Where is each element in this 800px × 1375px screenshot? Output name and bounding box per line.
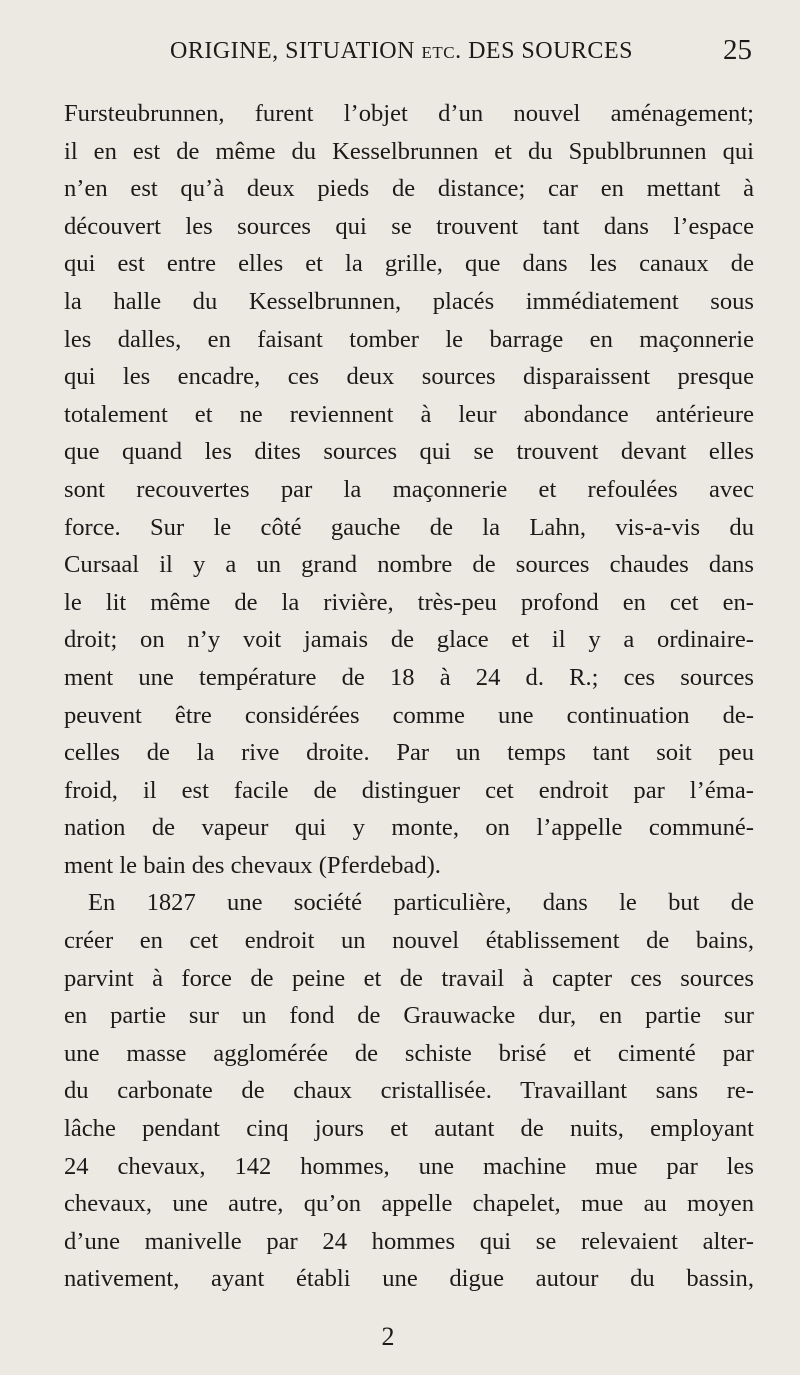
text-line: n’en est qu’à deux pieds de distance; car en mettant à <box>64 175 754 203</box>
text-line: celles de la rive droite. Par un temps tant soit peu <box>64 739 754 767</box>
text-line: sont recouvertes par la maçonnerie et refoulées avec <box>64 475 754 503</box>
text-line: en partie sur un fond de Grauwacke dur, en partie sur <box>64 1002 754 1030</box>
text-line: nation de vapeur qui y monte, on l’appelle communé- <box>64 814 754 842</box>
text-line: d’une manivelle par 24 hommes qui se relevaient alter- <box>64 1227 754 1255</box>
paragraph-2 <box>64 884 754 1298</box>
text-line: du carbonate de chaux cristallisée. Travaillant sans re- <box>64 1077 754 1105</box>
running-head: ORIGINE, SITUATION etc. DES SOURCES <box>170 38 633 64</box>
text-line: qui est entre elles et la grille, que dans les canaux de <box>64 250 754 278</box>
text-line: peuvent être considérées comme une continuation de- <box>64 701 754 729</box>
signature-mark-text: 2 <box>381 1322 395 1351</box>
text-line: lâche pendant cinq jours et autant de nuits, employant <box>64 1115 754 1143</box>
text-line: parvint à force de peine et de travail à capter ces sources <box>64 964 754 992</box>
text-line: force. Sur le côté gauche de la Lahn, vis-a-vis du <box>64 513 754 541</box>
text-line: ment le bain des chevaux (Pferdebad). <box>64 851 441 879</box>
text-line: que quand les dites sources qui se trouvent devant elles <box>64 438 754 466</box>
text-line: nativement, ayant établi une digue autour du bassin, <box>64 1265 754 1293</box>
text-line: la halle du Kesselbrunnen, placés immédiatement sous <box>64 287 754 315</box>
text-line: le lit même de la rivière, très-peu profond en cet en- <box>64 588 754 616</box>
text-line: froid, il est facile de distinguer cet endroit par l’éma- <box>64 776 754 804</box>
text-line: 24 chevaux, 142 hommes, une machine mue par les <box>64 1152 754 1180</box>
text-line: totalement et ne reviennent à leur abondance antérieure <box>64 400 754 428</box>
text-line: découvert les sources qui se trouvent tant dans l’espace <box>64 212 754 240</box>
text-line: En 1827 une société particulière, dans le but de <box>88 889 754 917</box>
paragraph-1 <box>64 95 754 884</box>
text-line: Fursteubrunnen, furent l’objet d’un nouvel aménagement; <box>64 100 754 127</box>
page-header <box>170 34 752 78</box>
text-line: une masse agglomérée de schiste brisé et cimenté par <box>64 1039 754 1067</box>
text-line: les dalles, en faisant tomber le barrage en maçonnerie <box>64 325 754 353</box>
text-line: Cursaal il y a un grand nombre de sources chaudes dans <box>64 551 754 579</box>
text-line: droit; on n’y voit jamais de glace et il y a ordinaire- <box>64 626 754 654</box>
text-line: ment une température de 18 à 24 d. R.; ces sources <box>64 663 754 691</box>
text-line: chevaux, une autre, qu’on appelle chapelet, mue au moyen <box>64 1190 754 1218</box>
text-line: il en est de même du Kesselbrunnen et du Spublbrunnen qui <box>64 137 754 165</box>
page-number: 25 <box>723 34 752 66</box>
text-line: créer en cet endroit un nouvel établissement de bains, <box>64 927 754 955</box>
body-text <box>64 95 754 1298</box>
signature-mark <box>0 1322 800 1352</box>
text-line: qui les encadre, ces deux sources disparaissent presque <box>64 363 754 391</box>
